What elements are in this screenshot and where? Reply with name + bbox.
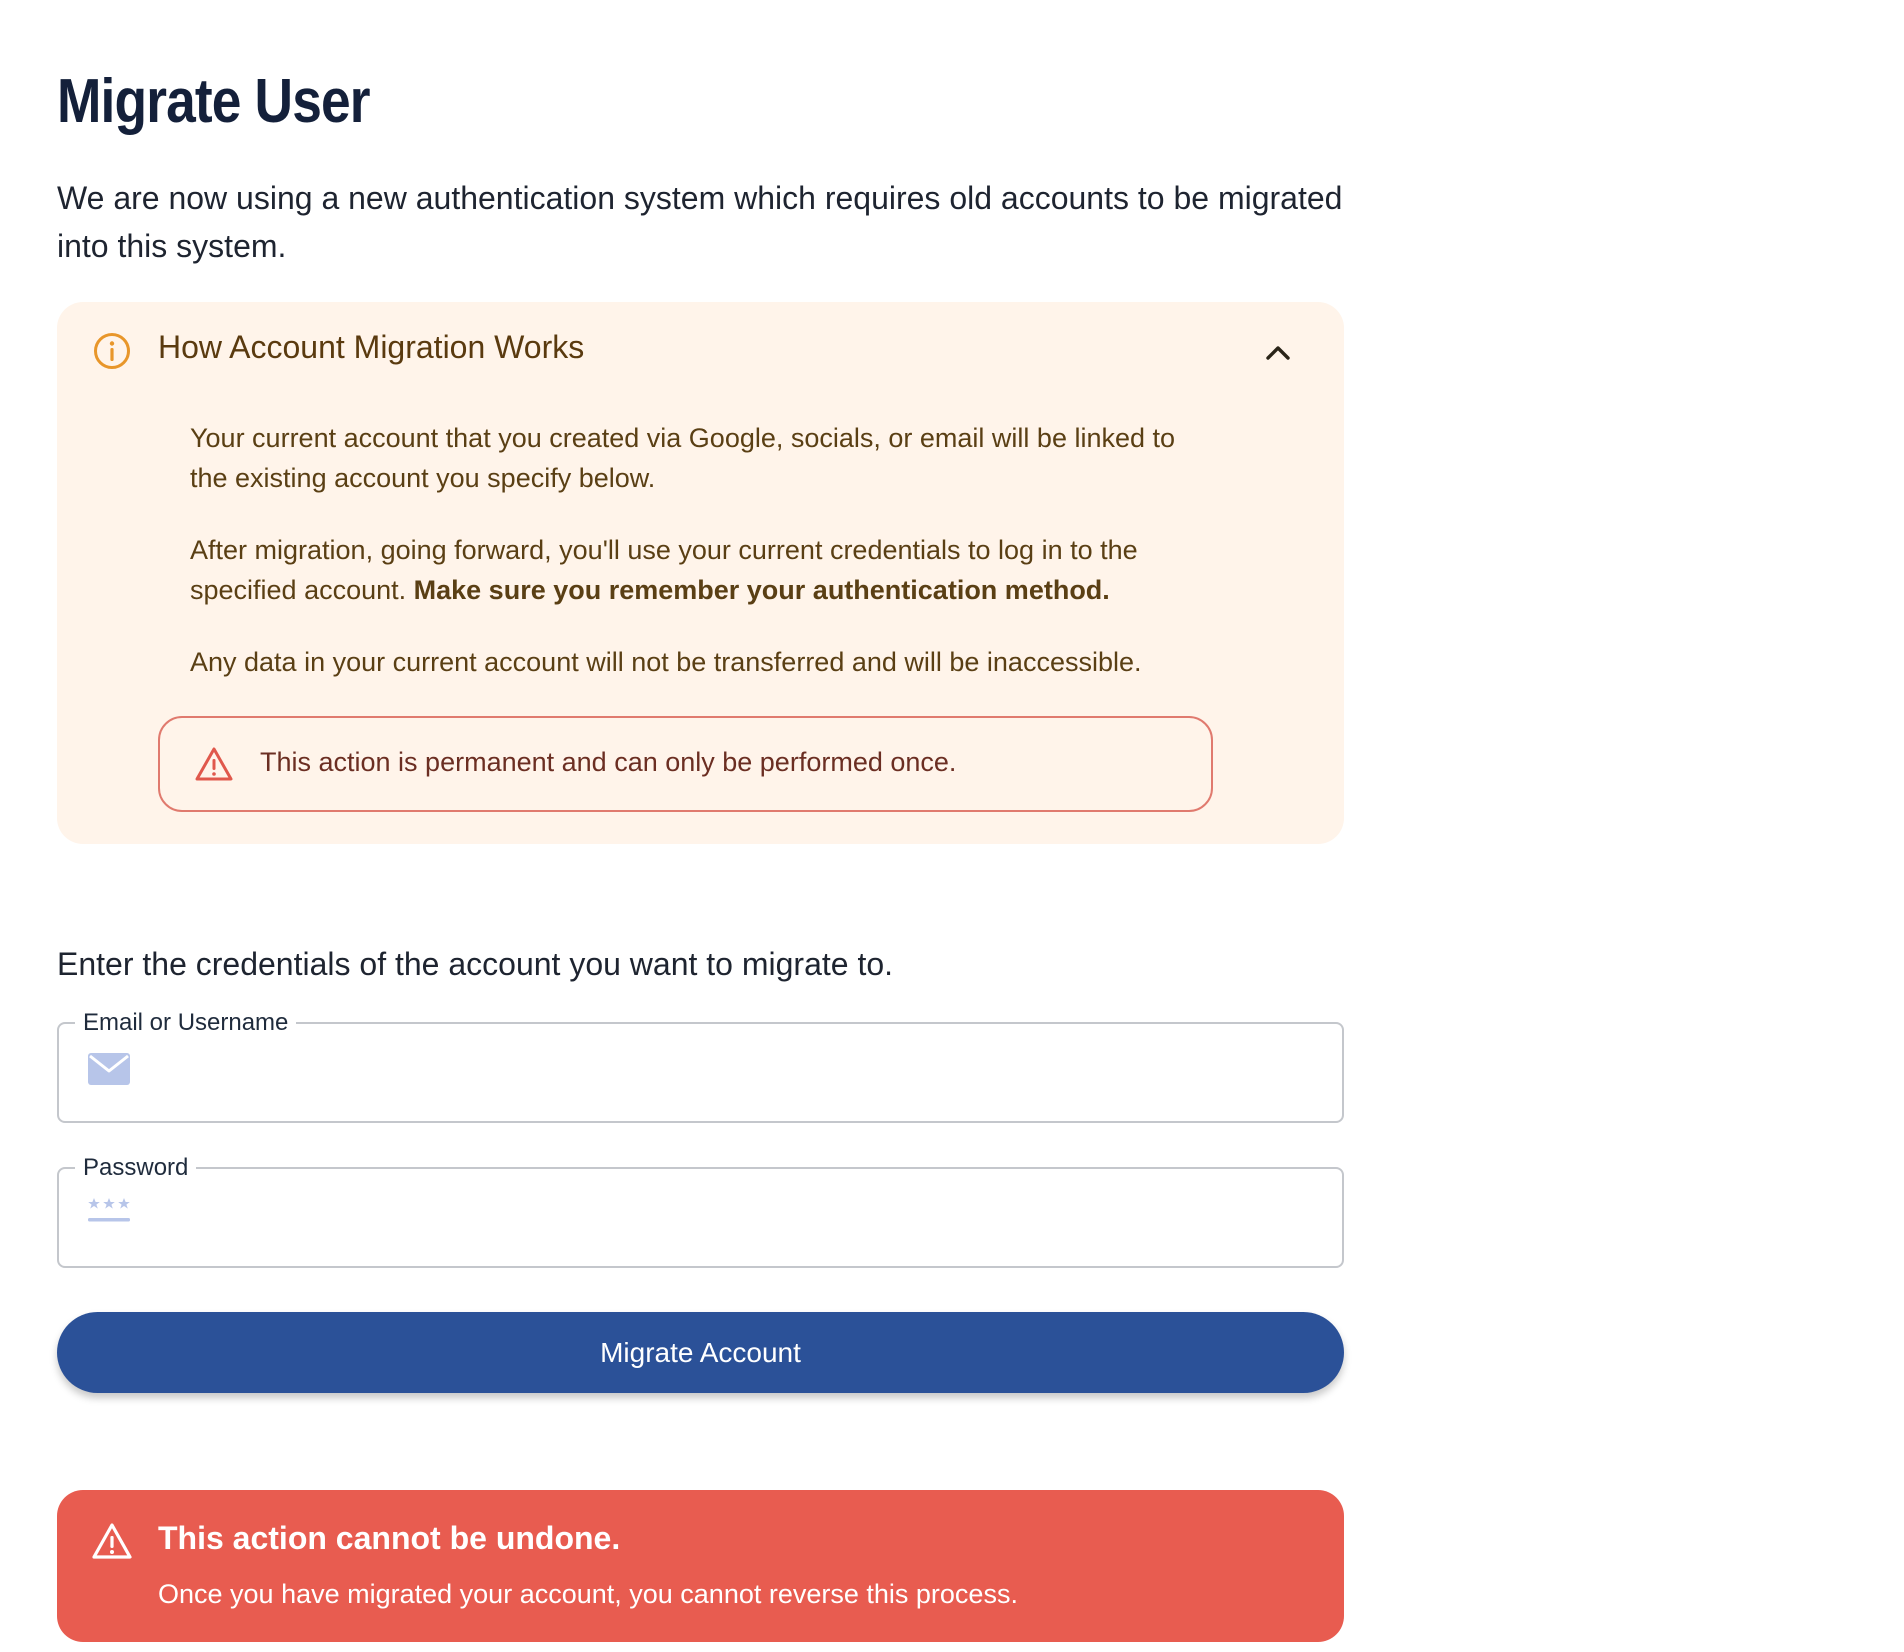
migration-info-body xyxy=(190,418,1210,714)
password-icon xyxy=(87,1196,131,1226)
permanent-action-warning-text: This action is permanent and can only be performed once. xyxy=(260,747,957,777)
info-paragraph-data-loss: Any data in your current account will not be transferred and will be inaccessible. xyxy=(190,647,1142,677)
irreversible-alert-text: Once you have migrated your account, you cannot reverse this process. xyxy=(158,1579,1018,1609)
password-input[interactable] xyxy=(137,1186,1321,1248)
credentials-prompt: Enter the credentials of the account you want to migrate to. xyxy=(57,946,894,982)
info-paragraph-credentials-emphasis: Make sure you remember your authentication method. xyxy=(413,575,1110,605)
email-label: Email or Username xyxy=(83,1009,289,1036)
info-paragraph-credentials-text: After migration, going forward, you'll use your current credentials to log in to the specified account. xyxy=(190,535,1138,605)
password-field xyxy=(57,1156,1344,1268)
email-input[interactable] xyxy=(137,1041,1321,1103)
irreversible-action-alert xyxy=(57,1490,1344,1642)
migration-info-title: How Account Migration Works xyxy=(158,329,585,365)
permanent-action-warning xyxy=(158,716,1213,812)
irreversible-alert-title: This action cannot be undone. xyxy=(158,1520,621,1556)
email-field xyxy=(57,1011,1344,1123)
migration-info-header[interactable] xyxy=(57,302,1344,402)
info-paragraph-linking: Your current account that you created via Google, socials, or email will be linked to the existing account you specify below. xyxy=(190,423,1176,493)
info-paragraph-credentials xyxy=(190,530,1210,610)
warning-triangle-icon xyxy=(91,1522,133,1560)
warning-triangle-icon xyxy=(194,746,234,782)
envelope-icon xyxy=(87,1051,131,1087)
info-icon xyxy=(93,332,131,370)
migration-info-panel xyxy=(57,302,1344,844)
password-label: Password xyxy=(83,1154,189,1181)
intro-text: We are now using a new authentication system which requires old accounts to be migrated into this system. xyxy=(57,180,1343,264)
chevron-up-icon[interactable] xyxy=(1264,342,1292,362)
page-title: Migrate User xyxy=(57,67,370,136)
migrate-account-button[interactable]: Migrate Account xyxy=(57,1312,1344,1393)
